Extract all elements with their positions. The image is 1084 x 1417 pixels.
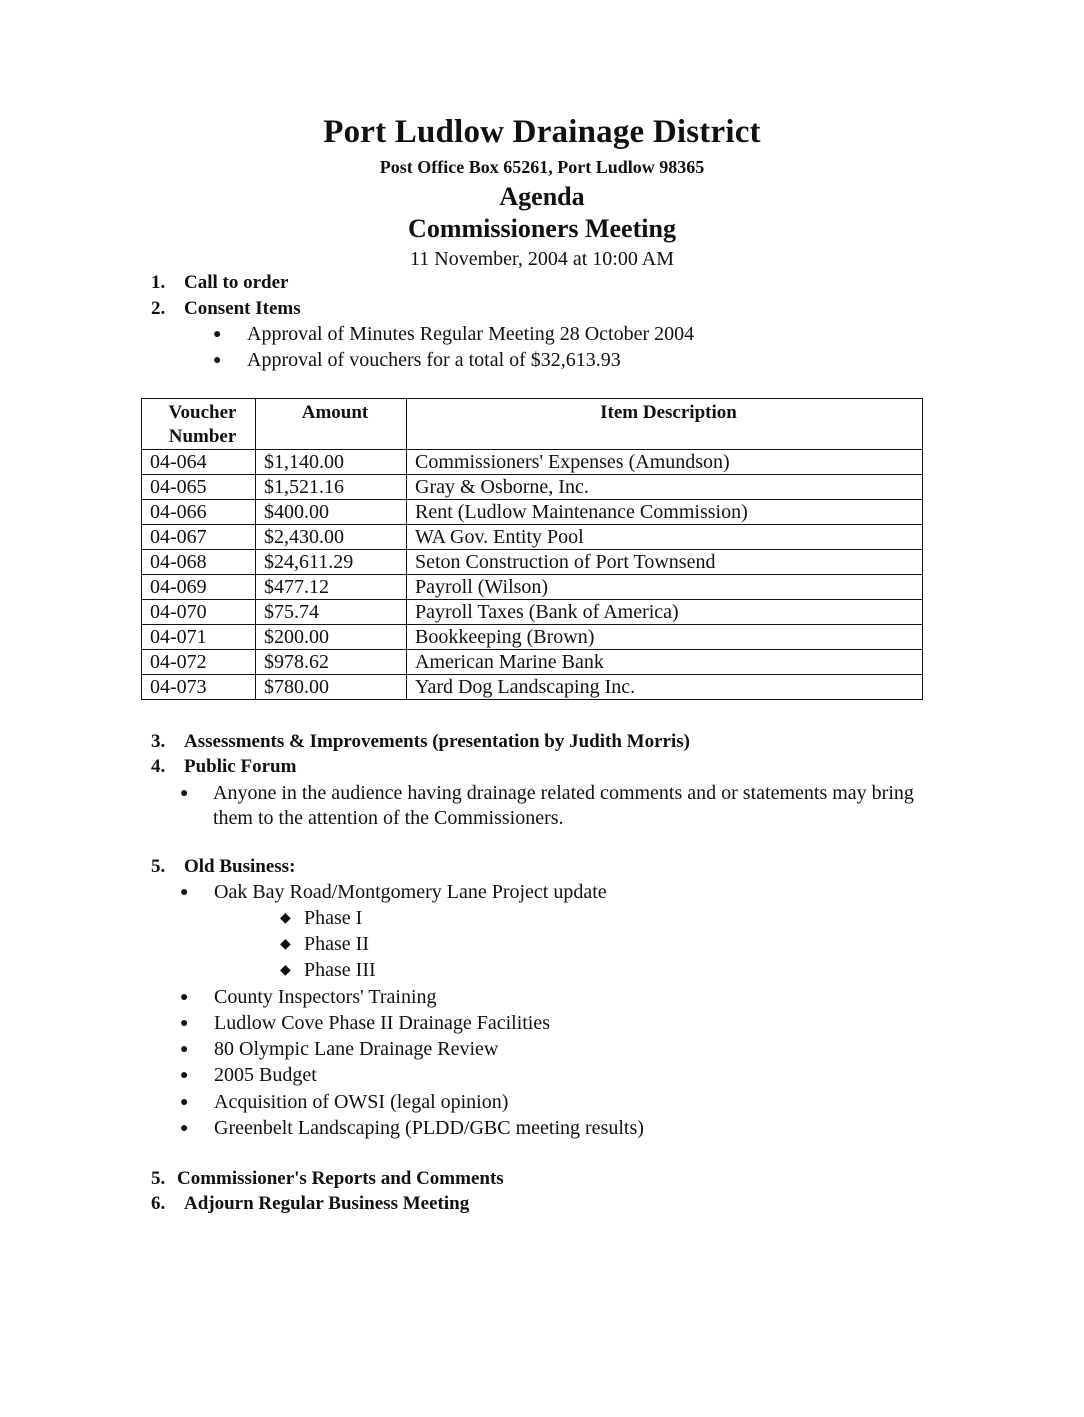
diamond-bullet-icon: ◆ xyxy=(280,911,291,926)
voucher-amount: $1,140.00 xyxy=(256,450,407,475)
old-business-bullet xyxy=(180,1012,550,1035)
agenda-item-adjourn xyxy=(151,1193,469,1215)
voucher-amount: $1,521.16 xyxy=(256,475,407,500)
phase-item xyxy=(280,907,362,930)
item-number: 5. xyxy=(151,1168,166,1189)
voucher-amount: $780.00 xyxy=(256,675,407,700)
voucher-description: Rent (Ludlow Maintenance Commission) xyxy=(407,500,923,525)
phase-label: Phase II xyxy=(304,933,369,955)
phase-item xyxy=(280,959,376,982)
agenda-item-assessments xyxy=(151,731,690,753)
voucher-description: Seton Construction of Port Townsend xyxy=(407,550,923,575)
bullet-text: Greenbelt Landscaping (PLDD/GBC meeting results) xyxy=(214,1117,644,1139)
voucher-description: Payroll (Wilson) xyxy=(407,575,923,600)
header-amount: Amount xyxy=(256,399,407,450)
bullet-text: 2005 Budget xyxy=(214,1064,317,1086)
table-row xyxy=(142,575,923,600)
table-row xyxy=(142,675,923,700)
bullet-text: Oak Bay Road/Montgomery Lane Project update xyxy=(214,881,607,903)
phase-label: Phase III xyxy=(304,959,376,981)
table-row xyxy=(142,500,923,525)
voucher-number: 04-064 xyxy=(142,450,256,475)
voucher-amount: $24,611.29 xyxy=(256,550,407,575)
agenda-item-old-business xyxy=(151,856,295,878)
table-row xyxy=(142,450,923,475)
voucher-number: 04-067 xyxy=(142,525,256,550)
item-label: Adjourn Regular Business Meeting xyxy=(184,1193,470,1214)
diamond-bullet-icon: ◆ xyxy=(280,963,291,978)
bullet-icon: ● xyxy=(213,327,222,342)
bullet-text: Approval of vouchers for a total of $32,613.93 xyxy=(247,349,621,371)
old-business-bullet xyxy=(180,1064,317,1087)
meeting-datetime: 11 November, 2004 at 10:00 AM xyxy=(410,248,674,270)
agenda-item-call-to-order xyxy=(151,272,288,294)
bullet-icon: ● xyxy=(180,990,189,1005)
item-number: 2. xyxy=(151,298,166,319)
item-label: Commissioner's Reports and Comments xyxy=(177,1168,504,1189)
voucher-number: 04-070 xyxy=(142,600,256,625)
agenda-heading: Agenda xyxy=(499,182,585,211)
item-label: Public Forum xyxy=(184,756,297,777)
voucher-amount: $978.62 xyxy=(256,650,407,675)
voucher-amount: $400.00 xyxy=(256,500,407,525)
bullet-text: County Inspectors' Training xyxy=(214,986,437,1008)
voucher-number: 04-065 xyxy=(142,475,256,500)
document-title: Port Ludlow Drainage District xyxy=(323,114,761,150)
voucher-description: Yard Dog Landscaping Inc. xyxy=(407,675,923,700)
item-number: 6. xyxy=(151,1193,166,1214)
voucher-number: 04-071 xyxy=(142,625,256,650)
voucher-amount: $477.12 xyxy=(256,575,407,600)
voucher-number: 04-072 xyxy=(142,650,256,675)
voucher-number: 04-066 xyxy=(142,500,256,525)
table-row xyxy=(142,475,923,500)
old-business-bullet xyxy=(180,986,437,1009)
old-business-bullet xyxy=(180,1091,508,1114)
voucher-description: Commissioners' Expenses (Amundson) xyxy=(407,450,923,475)
agenda-item-reports xyxy=(151,1168,504,1190)
voucher-description: Bookkeeping (Brown) xyxy=(407,625,923,650)
table-row xyxy=(142,625,923,650)
voucher-amount: $75.74 xyxy=(256,600,407,625)
agenda-item-public-forum xyxy=(151,756,296,778)
bullet-icon: ● xyxy=(213,353,222,368)
item-number: 4. xyxy=(151,756,166,777)
bullet-icon: ● xyxy=(180,1042,189,1057)
bullet-icon: ● xyxy=(180,885,189,900)
phase-label: Phase I xyxy=(304,907,363,929)
voucher-table xyxy=(141,398,923,700)
header-voucher-number: Voucher Number xyxy=(142,399,256,450)
table-header-row xyxy=(142,399,923,450)
old-business-project xyxy=(180,881,607,904)
bullet-text: Ludlow Cove Phase II Drainage Facilities xyxy=(214,1012,551,1034)
item-label: Assessments & Improvements (presentation by Judith Morris) xyxy=(184,731,690,752)
bullet-icon: ● xyxy=(180,786,189,801)
item-number: 5. xyxy=(151,856,166,877)
bullet-icon: ● xyxy=(180,1095,189,1110)
old-business-bullet xyxy=(180,1038,498,1061)
voucher-amount: $2,430.00 xyxy=(256,525,407,550)
consent-bullet-vouchers xyxy=(213,349,621,372)
voucher-description: WA Gov. Entity Pool xyxy=(407,525,923,550)
table-row xyxy=(142,525,923,550)
bullet-text: Acquisition of OWSI (legal opinion) xyxy=(214,1091,509,1113)
bullet-icon: ● xyxy=(180,1068,189,1083)
meeting-type-heading: Commissioners Meeting xyxy=(408,214,676,243)
bullet-text: 80 Olympic Lane Drainage Review xyxy=(214,1038,499,1060)
voucher-description: American Marine Bank xyxy=(407,650,923,675)
bullet-icon: ● xyxy=(180,1016,189,1031)
voucher-number: 04-068 xyxy=(142,550,256,575)
diamond-bullet-icon: ◆ xyxy=(280,937,291,952)
table-row xyxy=(142,600,923,625)
voucher-description: Gray & Osborne, Inc. xyxy=(407,475,923,500)
agenda-item-consent xyxy=(151,298,301,320)
item-number: 1. xyxy=(151,272,166,293)
voucher-number: 04-073 xyxy=(142,675,256,700)
voucher-description: Payroll Taxes (Bank of America) xyxy=(407,600,923,625)
old-business-bullet xyxy=(180,1117,644,1140)
item-number: 3. xyxy=(151,731,166,752)
voucher-number: 04-069 xyxy=(142,575,256,600)
public-forum-text: Anyone in the audience having drainage related comments and or statements may bring them to the attention of the Commissioners. xyxy=(213,782,914,829)
mailing-address: Post Office Box 65261, Port Ludlow 98365 xyxy=(379,157,705,177)
phase-item xyxy=(280,933,369,956)
voucher-amount: $200.00 xyxy=(256,625,407,650)
item-label: Old Business: xyxy=(184,856,296,877)
table-row xyxy=(142,650,923,675)
item-label: Consent Items xyxy=(184,298,301,319)
bullet-text: Approval of Minutes Regular Meeting 28 October 2004 xyxy=(247,323,695,345)
bullet-icon: ● xyxy=(180,1121,189,1136)
item-label: Call to order xyxy=(184,272,289,293)
header-item-description: Item Description xyxy=(407,399,923,450)
table-row xyxy=(142,550,923,575)
consent-bullet-minutes xyxy=(213,323,694,346)
public-forum-bullet xyxy=(180,782,214,805)
